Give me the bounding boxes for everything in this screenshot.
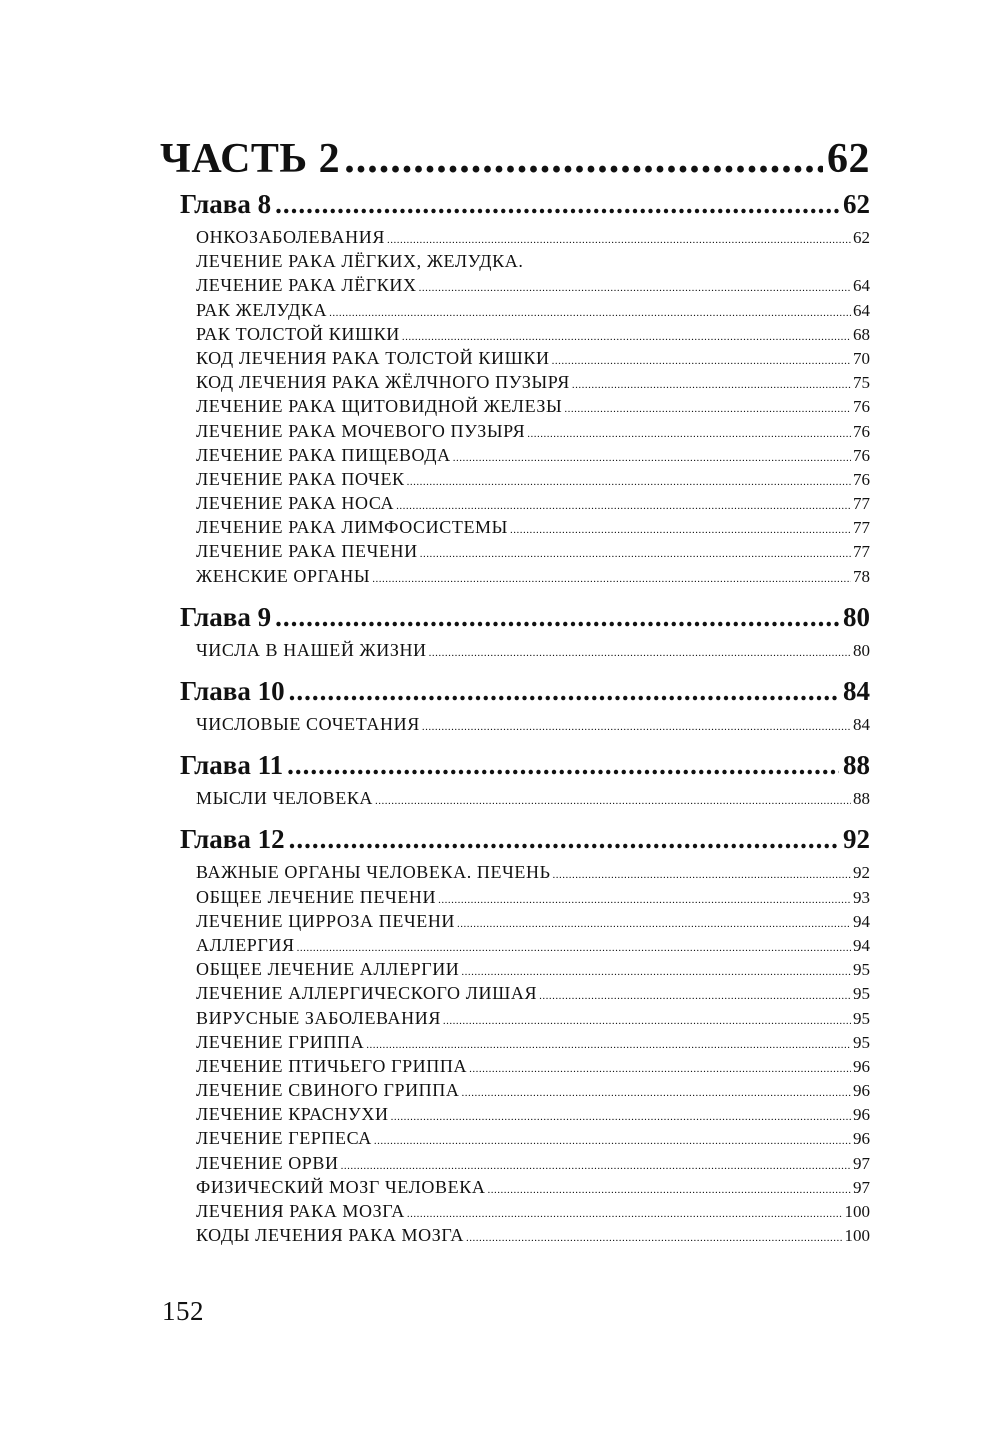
chapter-title: Глава 12 — [180, 824, 285, 855]
dot-leader — [402, 331, 851, 343]
chapter-heading — [180, 602, 870, 640]
entry-title: РАК ЖЕЛУДКА — [196, 299, 328, 320]
dot-leader — [297, 942, 851, 954]
entry-page: 78 — [853, 566, 870, 586]
dot-leader — [420, 548, 851, 560]
toc-entry — [196, 324, 870, 348]
entry-page: 76 — [853, 445, 870, 465]
chapter-heading — [180, 824, 870, 862]
entry-page: 95 — [853, 1008, 870, 1028]
entry-page: 96 — [853, 1105, 870, 1125]
dot-leader — [453, 452, 851, 464]
entry-title: ЖЕНСКИЕ ОРГАНЫ — [196, 565, 371, 586]
dot-leader — [407, 1208, 843, 1220]
dot-leader — [275, 189, 839, 220]
chapter-title: Глава 11 — [180, 750, 284, 781]
entry-page: 68 — [853, 324, 870, 344]
toc-entry — [196, 1128, 870, 1152]
entry-page: 70 — [853, 348, 870, 368]
entry-title: ОНКОЗАБОЛЕВАНИЯ — [196, 227, 385, 247]
entry-page: 100 — [844, 1226, 870, 1246]
entry-title: ОБЩЕЕ ЛЕЧЕНИЕ ПЕЧЕНИ — [196, 886, 437, 907]
chapter-group — [160, 189, 870, 590]
toc-entry — [196, 887, 870, 911]
chapter-group — [160, 824, 870, 1249]
toc-entry — [196, 541, 870, 565]
chapter-page: 62 — [843, 189, 870, 219]
dot-leader — [527, 428, 851, 440]
toc-entry — [196, 396, 870, 420]
dot-leader — [572, 379, 851, 391]
dot-leader — [429, 647, 851, 659]
toc-entry — [196, 1153, 870, 1177]
page-number: 152 — [162, 1296, 204, 1326]
entry-page: 77 — [853, 494, 870, 514]
toc-entry — [196, 517, 870, 541]
entry-title: ЛЕЧЕНИЕ СВИНОГО ГРИППА — [196, 1080, 460, 1101]
entry-title: ЛЕЧЕНИЕ ПТИЧЬЕГО ГРИППА — [196, 1055, 468, 1076]
dot-leader — [287, 750, 839, 781]
part-page: 62 — [827, 136, 870, 182]
toc-entry — [196, 788, 870, 812]
toc-entry — [196, 566, 870, 590]
entry-list — [196, 862, 870, 1249]
dot-leader — [564, 403, 851, 415]
entry-title: ЛЕЧЕНИЕ ГРИППА — [196, 1031, 365, 1052]
entry-page: 75 — [853, 373, 870, 393]
chapter-title: Глава 9 — [180, 601, 272, 632]
toc-entry — [196, 935, 870, 959]
toc-entry — [196, 300, 870, 324]
entry-page: 92 — [853, 863, 870, 883]
chapter-group — [160, 750, 870, 812]
entry-title: ЛЕЧЕНИЕ ЦИРРОЗА ПЕЧЕНИ — [196, 910, 456, 931]
toc-entry — [196, 1056, 870, 1080]
toc-entry — [196, 640, 870, 664]
dot-leader — [391, 1111, 851, 1123]
entry-title: ЛЕЧЕНИЕ ГЕРПЕСА — [196, 1128, 372, 1149]
toc-entry — [196, 1080, 870, 1104]
toc-entry — [196, 959, 870, 983]
toc-entry — [196, 1008, 870, 1032]
dot-leader — [374, 1135, 851, 1147]
entry-page: 64 — [853, 300, 870, 320]
dot-leader — [407, 476, 851, 488]
entry-page: 95 — [853, 1032, 870, 1052]
entry-page: 84 — [853, 715, 870, 734]
entry-page: 62 — [853, 228, 870, 247]
entry-title: ЛЕЧЕНИЕ РАКА ПЕЧЕНИ — [196, 541, 418, 562]
chapter-heading — [180, 676, 870, 714]
dot-leader — [329, 307, 851, 319]
entry-page: 96 — [853, 1056, 870, 1076]
entry-title: ЧИСЛА В НАШЕЙ ЖИЗНИ — [196, 639, 427, 660]
entry-list — [196, 714, 870, 738]
entry-page: 93 — [853, 887, 870, 907]
entry-page: 95 — [853, 984, 870, 1004]
entry-page: 64 — [853, 276, 870, 296]
entry-page: 95 — [853, 960, 870, 980]
toc-entry — [196, 911, 870, 935]
entry-page: 96 — [853, 1129, 870, 1149]
toc-entry — [196, 1225, 870, 1249]
entry-title: ЛЕЧЕНИЕ РАКА НОСА — [196, 493, 395, 514]
dot-leader — [396, 500, 851, 512]
entry-title: ВАЖНЫЕ ОРГАНЫ ЧЕЛОВЕКА. ПЕЧЕНЬ — [196, 862, 551, 883]
dot-leader — [466, 1232, 842, 1244]
entry-title: ЛЕЧЕНИЕ КРАСНУХИ — [196, 1104, 389, 1125]
chapter-title: Глава 10 — [180, 676, 285, 706]
entry-page: 97 — [853, 1153, 870, 1173]
entry-title: ЛЕЧЕНИЕ ОРВИ — [196, 1152, 339, 1173]
entry-title: РАК ТОЛСТОЙ КИШКИ — [196, 323, 400, 344]
part-title: ЧАСТЬ 2 — [160, 136, 341, 182]
entry-title: ЧИСЛОВЫЕ СОЧЕТАНИЯ — [196, 714, 420, 734]
dot-leader — [552, 355, 851, 367]
dot-leader — [457, 918, 851, 930]
dot-leader — [461, 966, 851, 978]
entry-list — [196, 788, 870, 812]
entry-title: ЛЕЧЕНИЕ РАКА ЩИТОВИДНОЙ ЖЕЛЕЗЫ — [196, 396, 563, 417]
chapter-group — [160, 602, 870, 664]
toc-entry — [196, 372, 870, 396]
entry-title: ЛЕЧЕНИЕ РАКА ЛЁГКИХ — [196, 275, 417, 296]
dot-leader — [289, 824, 839, 855]
entry-page: 76 — [853, 469, 870, 489]
toc-entry — [196, 275, 870, 299]
table-of-contents — [160, 135, 870, 1261]
entry-title: ЛЕЧЕНИЕ РАКА ЛИМФОСИСТЕМЫ — [196, 517, 508, 538]
entry-list — [196, 640, 870, 664]
entry-page: 76 — [853, 397, 870, 417]
dot-leader — [461, 1087, 851, 1099]
toc-entry — [196, 445, 870, 469]
entry-title: АЛЛЕРГИЯ — [196, 934, 295, 955]
entry-page: 77 — [853, 518, 870, 538]
entry-title: ЛЕЧЕНИЯ РАКА МОЗГА — [196, 1201, 405, 1221]
entry-page: 80 — [853, 640, 870, 660]
entry-title: ЛЕЧЕНИЕ АЛЛЕРГИЧЕСКОГО ЛИШАЯ — [196, 983, 538, 1004]
dot-leader — [553, 869, 851, 881]
chapter-list — [160, 189, 870, 1249]
entry-title: ЛЕЧЕНИЕ РАКА МОЧЕВОГО ПУЗЫРЯ — [196, 420, 526, 441]
toc-entry — [196, 469, 870, 493]
dot-leader — [422, 721, 851, 733]
chapter-group — [160, 676, 870, 738]
entry-title: КОДЫ ЛЕЧЕНИЯ РАКА МОЗГА — [196, 1225, 465, 1246]
dot-leader — [344, 135, 823, 183]
toc-entry — [196, 983, 870, 1007]
entry-page: 100 — [844, 1202, 870, 1221]
dot-leader — [341, 1160, 851, 1172]
chapter-page: 84 — [843, 676, 870, 706]
toc-entry — [196, 348, 870, 372]
entry-title: ФИЗИЧЕСКИЙ МОЗГ ЧЕЛОВЕКА — [196, 1176, 486, 1197]
toc-entry — [196, 1177, 870, 1201]
dot-leader — [443, 1015, 851, 1027]
toc-entry — [196, 421, 870, 445]
toc-entry — [196, 1201, 870, 1225]
dot-leader — [366, 1039, 851, 1051]
toc-entry — [196, 251, 870, 275]
toc-entry — [196, 227, 870, 251]
entry-title: ОБЩЕЕ ЛЕЧЕНИЕ АЛЛЕРГИИ — [196, 959, 460, 980]
entry-page: 94 — [853, 911, 870, 931]
part-heading — [160, 135, 870, 189]
toc-entry — [196, 1104, 870, 1128]
entry-title: ВИРУСНЫЕ ЗАБОЛЕВАНИЯ — [196, 1007, 441, 1028]
toc-entry — [196, 1032, 870, 1056]
chapter-heading — [180, 750, 870, 788]
entry-title: МЫСЛИ ЧЕЛОВЕКА — [196, 788, 374, 809]
toc-entry — [196, 862, 870, 886]
entry-list — [196, 227, 870, 590]
entry-page: 77 — [853, 542, 870, 562]
entry-title: ЛЕЧЕНИЕ РАКА ПИЩЕВОДА — [196, 444, 451, 465]
dot-leader — [419, 282, 851, 294]
entry-title: ЛЕЧЕНИЕ РАКА ПОЧЕК — [196, 468, 405, 489]
chapter-page: 80 — [843, 601, 870, 632]
dot-leader — [469, 1063, 851, 1075]
dot-leader — [438, 894, 851, 906]
toc-entry — [196, 493, 870, 517]
chapter-page: 88 — [843, 750, 870, 781]
dot-leader — [372, 573, 851, 585]
entry-title: КОД ЛЕЧЕНИЯ РАКА ЖЁЛЧНОГО ПУЗЫРЯ — [196, 372, 570, 393]
chapter-page: 92 — [843, 824, 870, 855]
entry-page: 96 — [853, 1081, 870, 1101]
toc-entry — [196, 714, 870, 738]
entry-title: ЛЕЧЕНИЕ РАКА ЛЁГКИХ, ЖЕЛУДКА. — [196, 251, 524, 272]
dot-leader — [289, 676, 839, 707]
dot-leader — [275, 602, 839, 633]
dot-leader — [387, 234, 851, 246]
chapter-heading — [180, 189, 870, 227]
dot-leader — [539, 990, 851, 1002]
entry-title: КОД ЛЕЧЕНИЯ РАКА ТОЛСТОЙ КИШКИ — [196, 347, 550, 368]
entry-page: 76 — [853, 421, 870, 441]
dot-leader — [510, 524, 851, 536]
dot-leader — [375, 795, 851, 807]
chapter-title: Глава 8 — [180, 189, 272, 219]
entry-page: 97 — [853, 1177, 870, 1197]
entry-page: 88 — [853, 789, 870, 809]
entry-page: 94 — [853, 935, 870, 955]
dot-leader — [487, 1184, 851, 1196]
